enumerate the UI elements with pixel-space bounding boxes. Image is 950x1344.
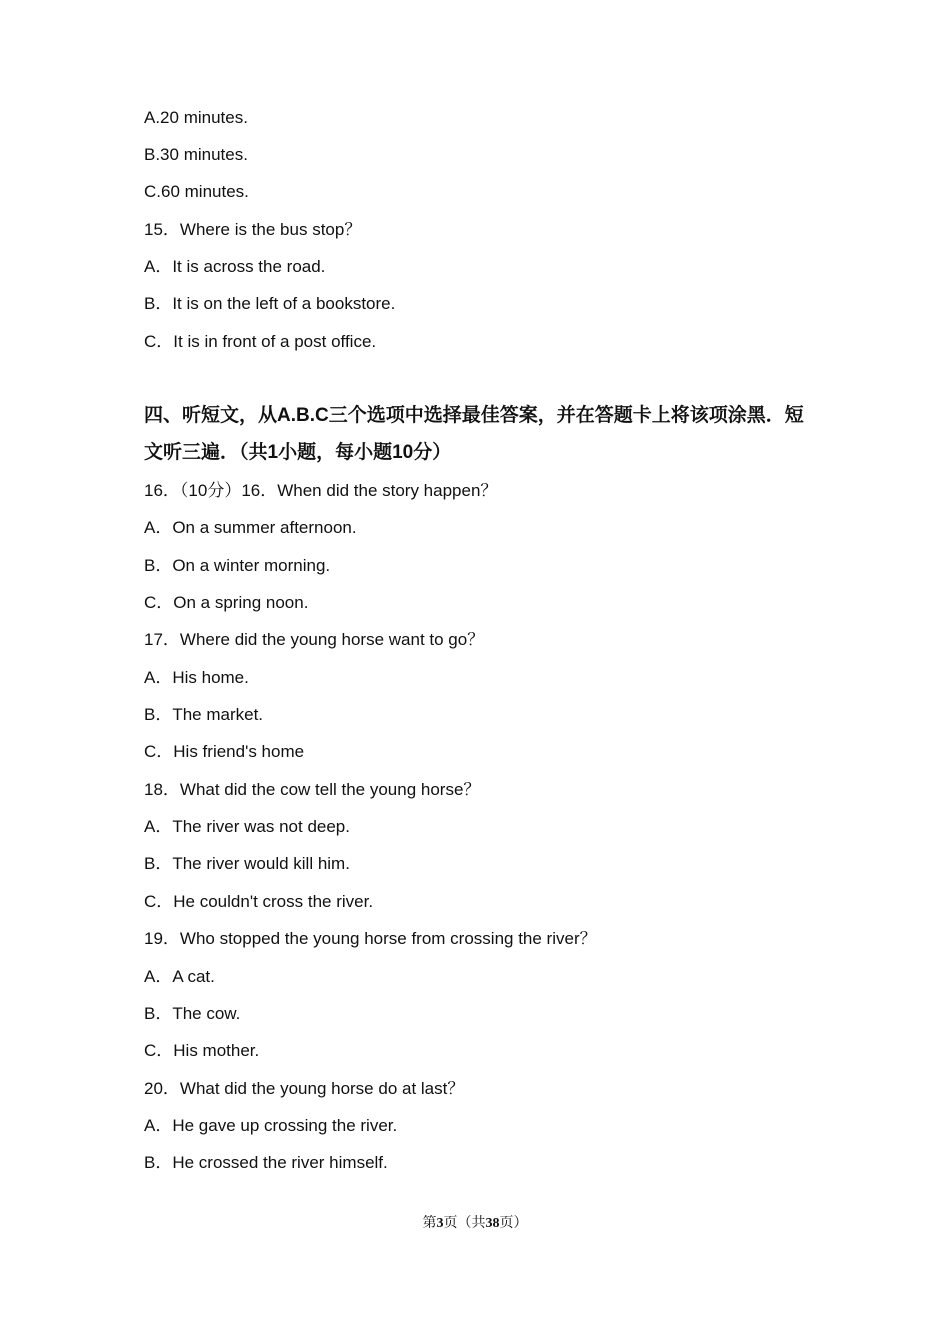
q18-option-c: C．He couldn't cross the river. — [144, 892, 374, 911]
q18-option-b: B．The river would kill him. — [144, 854, 350, 873]
q15-option-c: C．It is in front of a post office. — [144, 332, 377, 351]
q20-option-a: A．He gave up crossing the river. — [144, 1116, 398, 1135]
q15-option-a: A．It is across the road. — [144, 257, 326, 276]
q19-option-b: B．The cow. — [144, 1004, 241, 1023]
section4-heading-line1: 四、听短文，从A.B.C三个选项中选择最佳答案，并在答题卡上将该项涂黑．短 — [144, 405, 804, 426]
q14-option-a: A.20 minutes. — [144, 108, 248, 127]
q16-option-c: C．On a spring noon. — [144, 593, 309, 612]
page-footer — [0, 1214, 950, 1234]
q16-option-a: A．On a summer afternoon. — [144, 518, 357, 537]
q17-option-b: B．The market. — [144, 705, 264, 724]
q14-option-c: C.60 minutes. — [144, 182, 249, 201]
q20-option-b: B．He crossed the river himself. — [144, 1153, 388, 1172]
q17-option-c: C．His friend's home — [144, 742, 305, 761]
footer-middle: 页（共 — [443, 1216, 486, 1231]
footer-suffix: 页） — [499, 1216, 528, 1231]
q18-option-a: A．The river was not deep. — [144, 817, 350, 836]
q17-option-a: A．His home. — [144, 668, 249, 687]
footer-page-number: 3 — [436, 1216, 444, 1231]
q16-option-b: B．On a winter morning. — [144, 556, 331, 575]
q19-option-a: A．A cat. — [144, 967, 215, 986]
q17-question: 17．Where did the young horse want to go？ — [144, 630, 485, 649]
section4-heading-line2: 文听三遍．（共1小题，每小题10分） — [144, 442, 452, 463]
footer-prefix: 第 — [422, 1216, 437, 1231]
footer-total-pages: 38 — [485, 1216, 500, 1231]
q15-option-b: B．It is on the left of a bookstore. — [144, 294, 396, 313]
q20-question: 20．What did the young horse do at last？ — [144, 1079, 465, 1098]
q19-option-c: C．His mother. — [144, 1041, 260, 1060]
q16-question: 16．（10分）16．When did the story happen？ — [144, 481, 498, 500]
q19-question: 19．Who stopped the young horse from crossing the river？ — [144, 929, 597, 948]
q14-option-b: B.30 minutes. — [144, 145, 248, 164]
q18-question: 18．What did the cow tell the young horse？ — [144, 780, 481, 799]
q15-question: 15．Where is the bus stop？ — [144, 220, 362, 239]
